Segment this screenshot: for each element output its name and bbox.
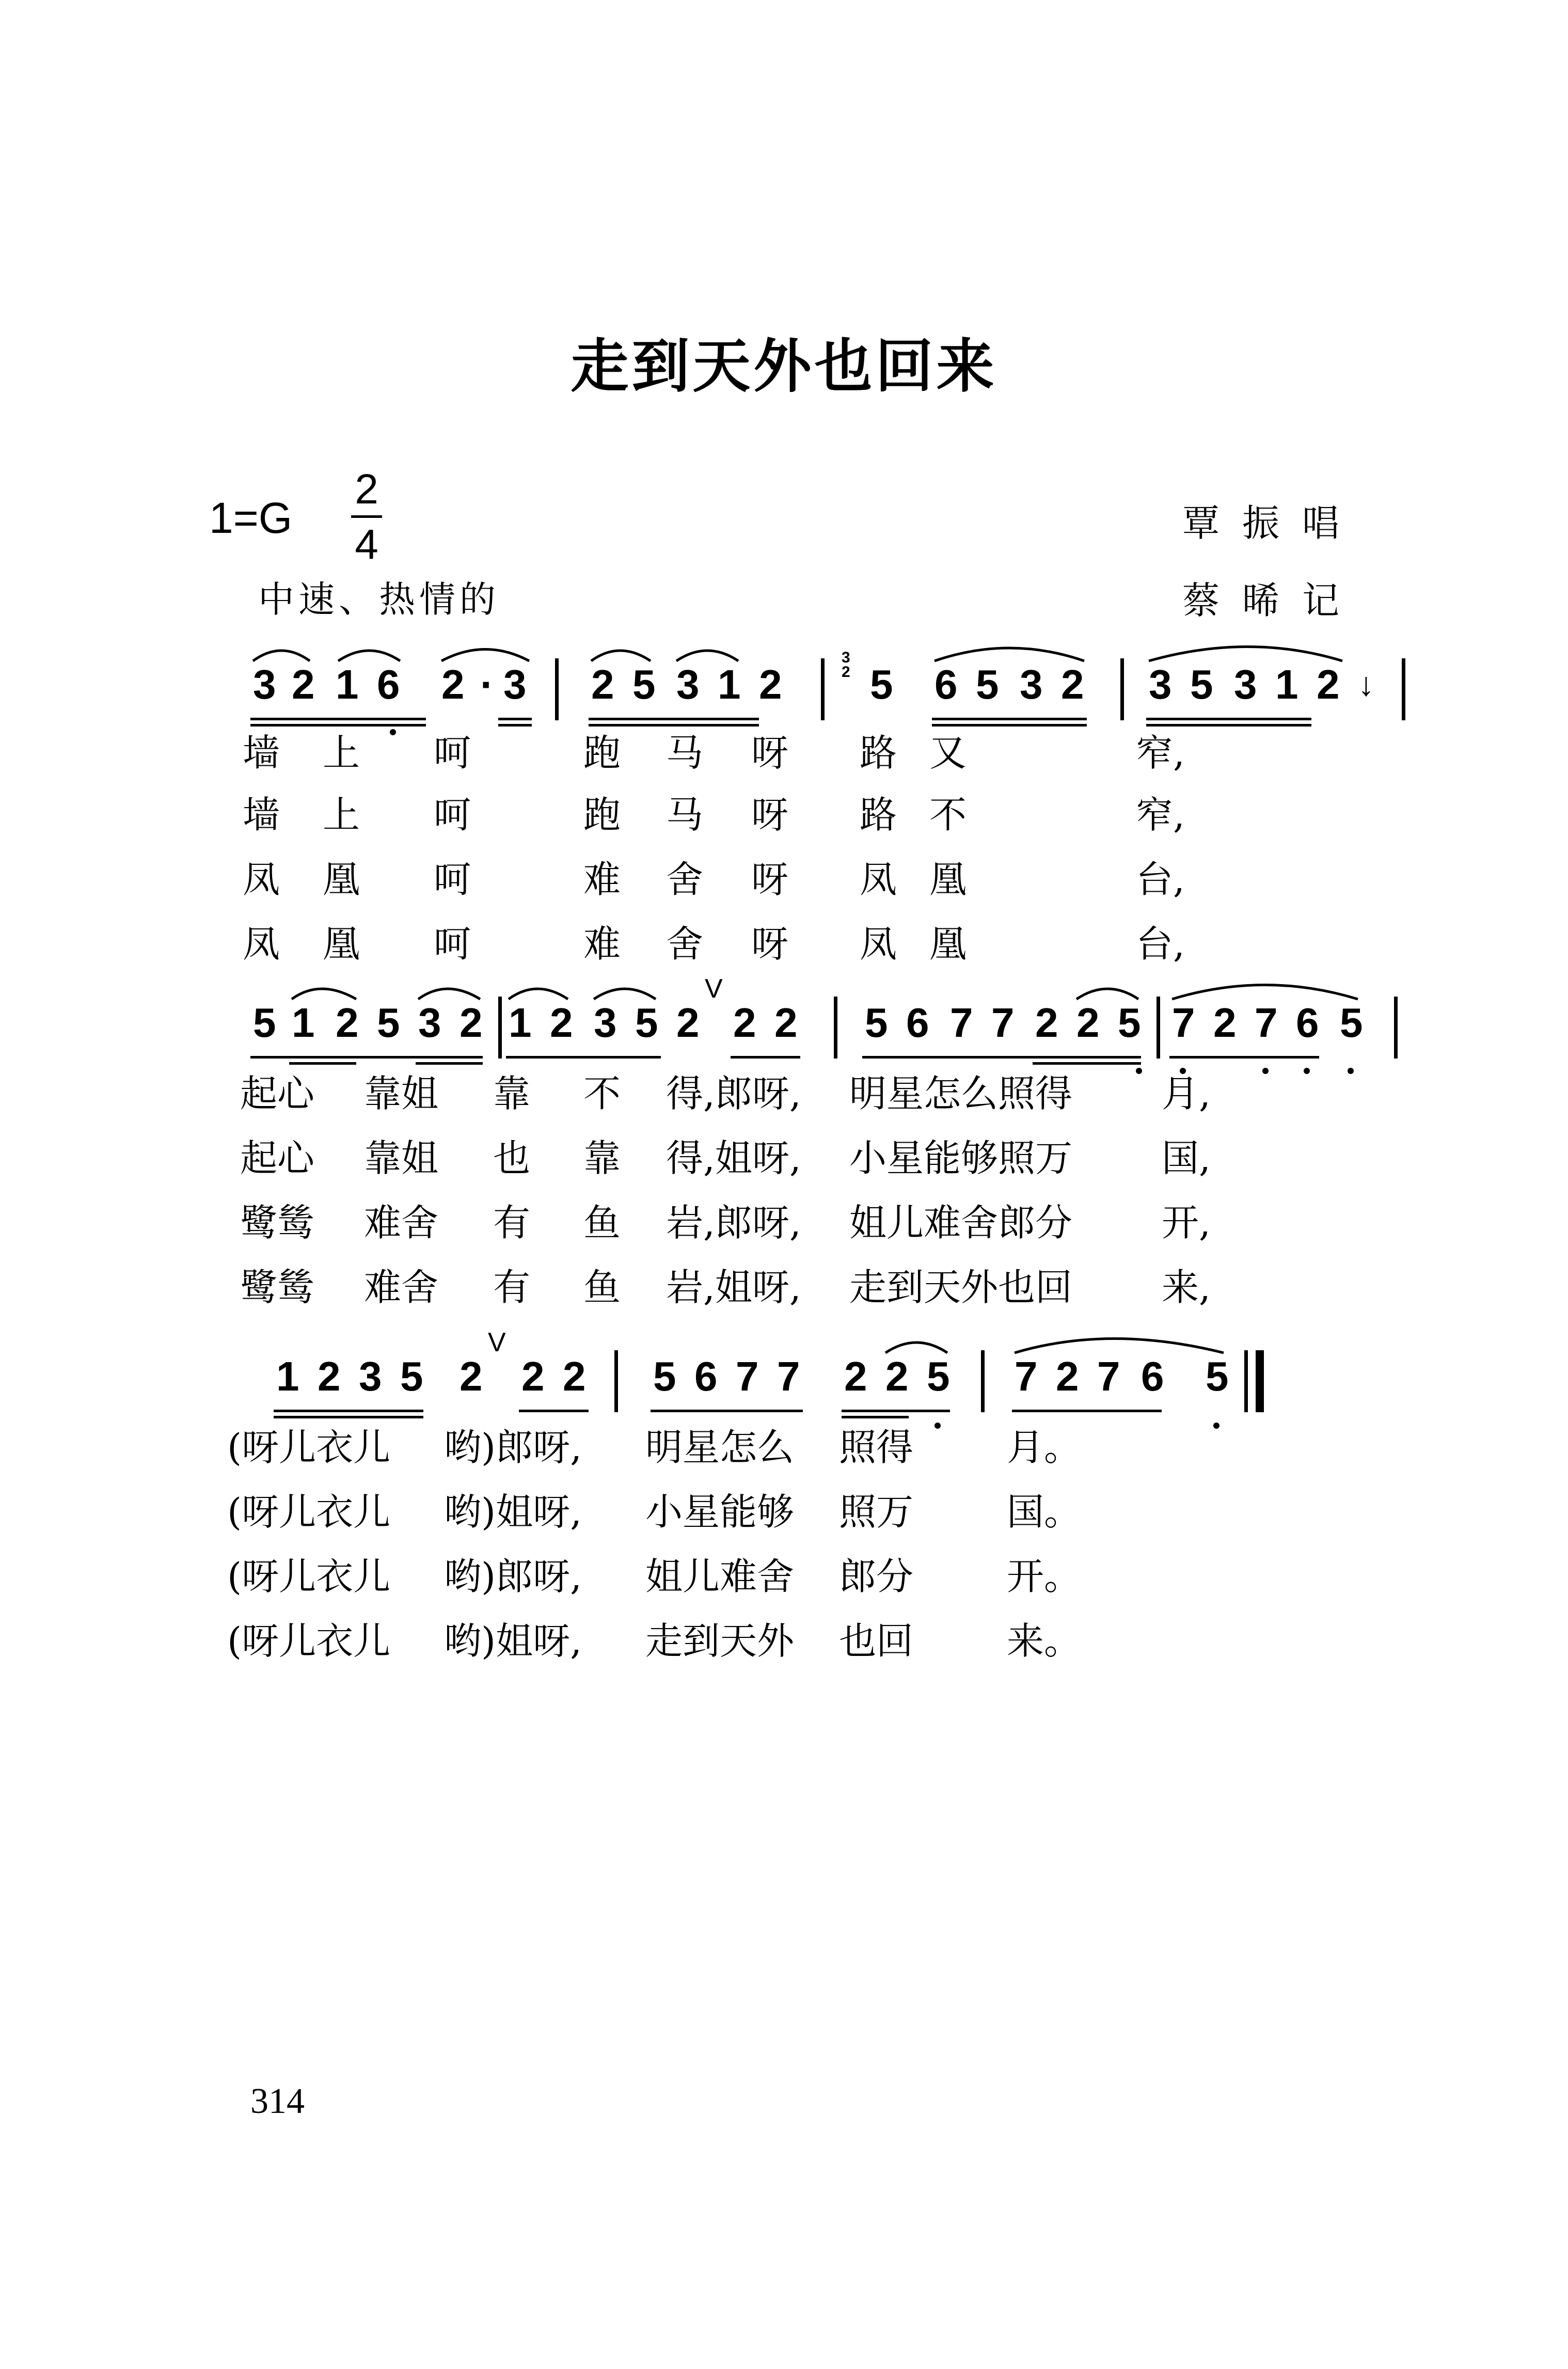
underline [1169, 1056, 1319, 1059]
lyric-word: 跑 [583, 793, 621, 836]
note: 3 [1234, 661, 1257, 707]
lyric-word: 难 [583, 922, 621, 966]
lyric-word: 鹭鸶 [240, 1201, 315, 1244]
note: 7 [1015, 1353, 1038, 1399]
lyric-word: 凤 [243, 922, 280, 966]
note: 6 [935, 661, 958, 707]
note: 2 [336, 1000, 359, 1046]
lyric-word: 跑 [583, 731, 621, 775]
dot-mark: · [480, 661, 494, 707]
lyric-word: 凰 [929, 922, 967, 966]
lyrics-block-1 [0, 723, 1568, 971]
lyric-word: 马 [666, 731, 704, 775]
barline [614, 1350, 618, 1412]
note: 2 [550, 1000, 573, 1046]
slur [253, 651, 310, 661]
singer-credit: 覃振唱 [1182, 501, 1363, 545]
note: 1 [1275, 661, 1298, 707]
lyrics-block-2 [0, 1064, 1568, 1312]
note: 2 [292, 661, 315, 707]
note: 7 [950, 1000, 973, 1046]
lyric-word: 凰 [323, 858, 360, 901]
note: 7 [736, 1353, 759, 1399]
slur [1076, 989, 1138, 999]
note: 7 [1097, 1353, 1120, 1399]
lyric-word: 不 [583, 1072, 621, 1115]
note: 5 [635, 1000, 658, 1046]
lyric-word: 姐儿难舍郎分 [849, 1201, 1073, 1244]
note: 5 [1206, 1353, 1229, 1399]
note: 1 [292, 1000, 315, 1046]
note: 5 [377, 1000, 400, 1046]
lyric-word: 明星怎么 [645, 1426, 795, 1469]
lyric-word: 难舍 [364, 1201, 439, 1244]
lyric-word: 起心 [240, 1136, 315, 1180]
lyric-word: (呀儿衣儿 [227, 1619, 391, 1663]
underline [651, 1410, 803, 1412]
lyric-word: 靠姐 [364, 1072, 439, 1115]
lyric-word: 哟)姐呀, [444, 1619, 582, 1663]
note: 5 [865, 1000, 888, 1046]
lyric-word: 墙 [243, 731, 280, 775]
note: 3 [359, 1353, 382, 1399]
note: 5 [927, 1353, 950, 1399]
note: 1 [276, 1353, 299, 1399]
barline [555, 658, 559, 720]
lyric-word: 台, [1136, 858, 1185, 901]
lyric-word: 有 [493, 1266, 531, 1309]
barline [1394, 997, 1398, 1059]
lyric-word: 来。 [1007, 1619, 1082, 1663]
lyric-word: 难 [583, 858, 621, 901]
note: 7 [777, 1353, 800, 1399]
underline [842, 1410, 950, 1412]
slur [935, 648, 1084, 661]
lyric-word: 岩,姐呀, [666, 1266, 801, 1309]
lyric-word: 鹭鸶 [240, 1266, 315, 1309]
time-signature-bottom: 4 [355, 521, 378, 568]
lyric-word: 窄, [1136, 793, 1185, 836]
time-signature [351, 465, 382, 570]
barline [1157, 997, 1160, 1059]
lyric-word: 得,姐呀, [666, 1136, 801, 1180]
note: 2 [759, 661, 782, 707]
note: 2 [441, 661, 465, 707]
note: 2 [1317, 661, 1340, 707]
note: 5 [253, 1000, 276, 1046]
key-signature: 1=G [209, 494, 293, 542]
note: 2 [460, 1000, 483, 1046]
note: 3 [418, 1000, 441, 1046]
note: 2 [1056, 1353, 1079, 1399]
note: 7 [991, 1000, 1015, 1046]
note: 2 [844, 1353, 867, 1399]
lyric-word: 凤 [860, 858, 897, 901]
lyric-word: 呀 [751, 731, 789, 775]
slur [292, 989, 356, 999]
note: 6 [1296, 1000, 1319, 1046]
lyric-word: 呀 [751, 793, 789, 836]
lyric-word: 国, [1162, 1136, 1211, 1180]
note: 6 [1141, 1353, 1164, 1399]
lyric-word: 郎分 [839, 1555, 914, 1598]
lyric-word: 哟)姐呀, [444, 1490, 582, 1534]
lyric-word: 月。 [1007, 1426, 1082, 1469]
note: 6 [906, 1000, 929, 1046]
slur [676, 651, 738, 661]
lyric-word: 凰 [323, 922, 360, 966]
lyric-word: 姐儿难舍 [645, 1555, 795, 1598]
note: 2 [676, 1000, 700, 1046]
lyric-word: 靠 [583, 1136, 621, 1180]
slur [441, 650, 529, 661]
lyric-word: 开。 [1007, 1555, 1082, 1598]
underline [731, 1056, 800, 1059]
note: 7 [1172, 1000, 1195, 1046]
underline [250, 1056, 483, 1059]
note: 3 [503, 661, 527, 707]
recorder-credit: 蔡晞记 [1182, 579, 1363, 622]
underline [862, 1056, 1141, 1059]
lyric-word: 月, [1162, 1072, 1211, 1115]
lyric-word: 走到天外 [645, 1619, 795, 1663]
note: 3 [676, 661, 700, 707]
lyric-word: 上 [323, 793, 360, 836]
lyric-word: 也回 [839, 1619, 914, 1663]
lyric-word: 得,郎呀, [666, 1072, 801, 1115]
lyric-word: 路 [860, 731, 897, 775]
final-barline [1256, 1350, 1264, 1412]
lyric-word: 难舍 [364, 1266, 439, 1309]
lyric-word: 国。 [1007, 1490, 1082, 1534]
note: 3 [253, 661, 276, 707]
underline [519, 1410, 589, 1412]
lyric-word: 照万 [839, 1490, 914, 1534]
lyric-word: 又 [929, 731, 967, 775]
note: 6 [377, 661, 400, 707]
note: 2 [1213, 1000, 1237, 1046]
lyric-word: 呀 [751, 858, 789, 901]
lyric-word: 呵 [434, 858, 471, 901]
lyric-word: 凰 [929, 858, 967, 901]
breath-mark: ↓ [1358, 666, 1374, 703]
lyric-word: 凤 [860, 922, 897, 966]
note: 2 [1076, 1000, 1100, 1046]
note: 3 [1020, 661, 1043, 707]
note: 7 [1255, 1000, 1278, 1046]
barline [1402, 658, 1405, 720]
lyric-word: 哟)郎呀, [444, 1555, 582, 1598]
lyric-word: 呵 [434, 793, 471, 836]
underline [932, 718, 1087, 720]
lyric-word: 小星能够 [645, 1490, 795, 1534]
note: 5 [1190, 661, 1213, 707]
lyric-word: 小星能够照万 [849, 1136, 1073, 1180]
slur [418, 989, 480, 999]
lyric-word: 来, [1162, 1266, 1211, 1309]
slur [1149, 647, 1342, 661]
time-signature-top: 2 [355, 466, 378, 513]
breath-mark: V [488, 1328, 506, 1357]
lyric-word: 岩,郎呀, [666, 1201, 801, 1244]
note: 3 [594, 1000, 617, 1046]
lyric-word: 鱼 [583, 1201, 621, 1244]
note: 2 [1035, 1000, 1058, 1046]
lyric-word: 起心 [240, 1072, 315, 1115]
underline [498, 718, 532, 720]
lyric-word: 走到天外也回 [849, 1266, 1073, 1309]
note: 2 [591, 661, 614, 707]
barline [834, 997, 837, 1059]
note: 1 [336, 661, 359, 707]
lyric-word: (呀儿衣儿 [227, 1426, 391, 1469]
lyric-word: (呀儿衣儿 [227, 1555, 391, 1598]
tempo-marking: 中速、热情的 [258, 578, 500, 621]
lyric-word: 舍 [666, 922, 704, 966]
lyric-word: 台, [1136, 922, 1185, 966]
barline [1120, 658, 1124, 720]
slur [1172, 985, 1358, 1000]
underline [250, 718, 426, 720]
barline [498, 997, 502, 1059]
lyric-word: 有 [493, 1201, 531, 1244]
lyric-word: 呀 [751, 922, 789, 966]
note: 2 [521, 1353, 545, 1399]
page-number: 314 [250, 2081, 305, 2121]
lyric-word: 明星怎么照得 [849, 1072, 1073, 1115]
note: 5 [976, 661, 999, 707]
time-signature-bar [351, 515, 382, 518]
lyric-word: 窄, [1136, 731, 1185, 775]
slur [1015, 1339, 1224, 1353]
lyric-word: 凤 [243, 858, 280, 901]
lyric-word: 照得 [839, 1426, 914, 1469]
note: 5 [1340, 1000, 1363, 1046]
grace-note: 3 2 [842, 649, 850, 681]
lyric-word: 靠姐 [364, 1136, 439, 1180]
note: 2 [460, 1353, 483, 1399]
lyric-word: 马 [666, 793, 704, 836]
note: 6 [694, 1353, 718, 1399]
lyric-word: 墙 [243, 793, 280, 836]
note: 2 [774, 1000, 798, 1046]
note: 5 [653, 1353, 676, 1399]
note: 5 [870, 661, 893, 707]
underline [589, 718, 759, 720]
lyric-word: 呵 [434, 922, 471, 966]
lyric-word: 哟)郎呀, [444, 1426, 582, 1469]
note: 2 [733, 1000, 756, 1046]
breath-mark: V [705, 974, 723, 1004]
lyric-word: 路 [860, 793, 897, 836]
slur [338, 651, 400, 661]
underline [506, 1056, 661, 1059]
note: 3 [1149, 661, 1172, 707]
lyric-word: 开, [1162, 1201, 1211, 1244]
slur [885, 1343, 947, 1353]
note: 2 [563, 1353, 586, 1399]
lyric-word: 靠 [493, 1072, 531, 1115]
barline [821, 658, 825, 720]
slur [509, 989, 568, 999]
note: 2 [1061, 661, 1084, 707]
note: 2 [318, 1353, 341, 1399]
note: 1 [509, 1000, 532, 1046]
lyric-word: 呵 [434, 731, 471, 775]
barline [981, 1350, 985, 1412]
underline [1146, 718, 1311, 720]
lyric-word: 上 [323, 731, 360, 775]
lyric-word: 不 [929, 793, 967, 836]
note: 5 [632, 661, 656, 707]
lyric-word: 也 [493, 1136, 531, 1180]
underline [274, 1410, 423, 1412]
barline [1244, 1350, 1248, 1412]
lyrics-block-3 [0, 1417, 1568, 1665]
lyric-word: 舍 [666, 858, 704, 901]
note: 2 [885, 1353, 909, 1399]
note: 5 [1118, 1000, 1141, 1046]
note: 5 [400, 1353, 423, 1399]
page-title: 走到天外也回来 [571, 333, 997, 400]
slur [591, 651, 651, 661]
lyric-word: 鱼 [583, 1266, 621, 1309]
note: 1 [718, 661, 741, 707]
slur [594, 989, 656, 999]
lyric-word: (呀儿衣儿 [227, 1490, 391, 1534]
underline [1012, 1410, 1162, 1412]
